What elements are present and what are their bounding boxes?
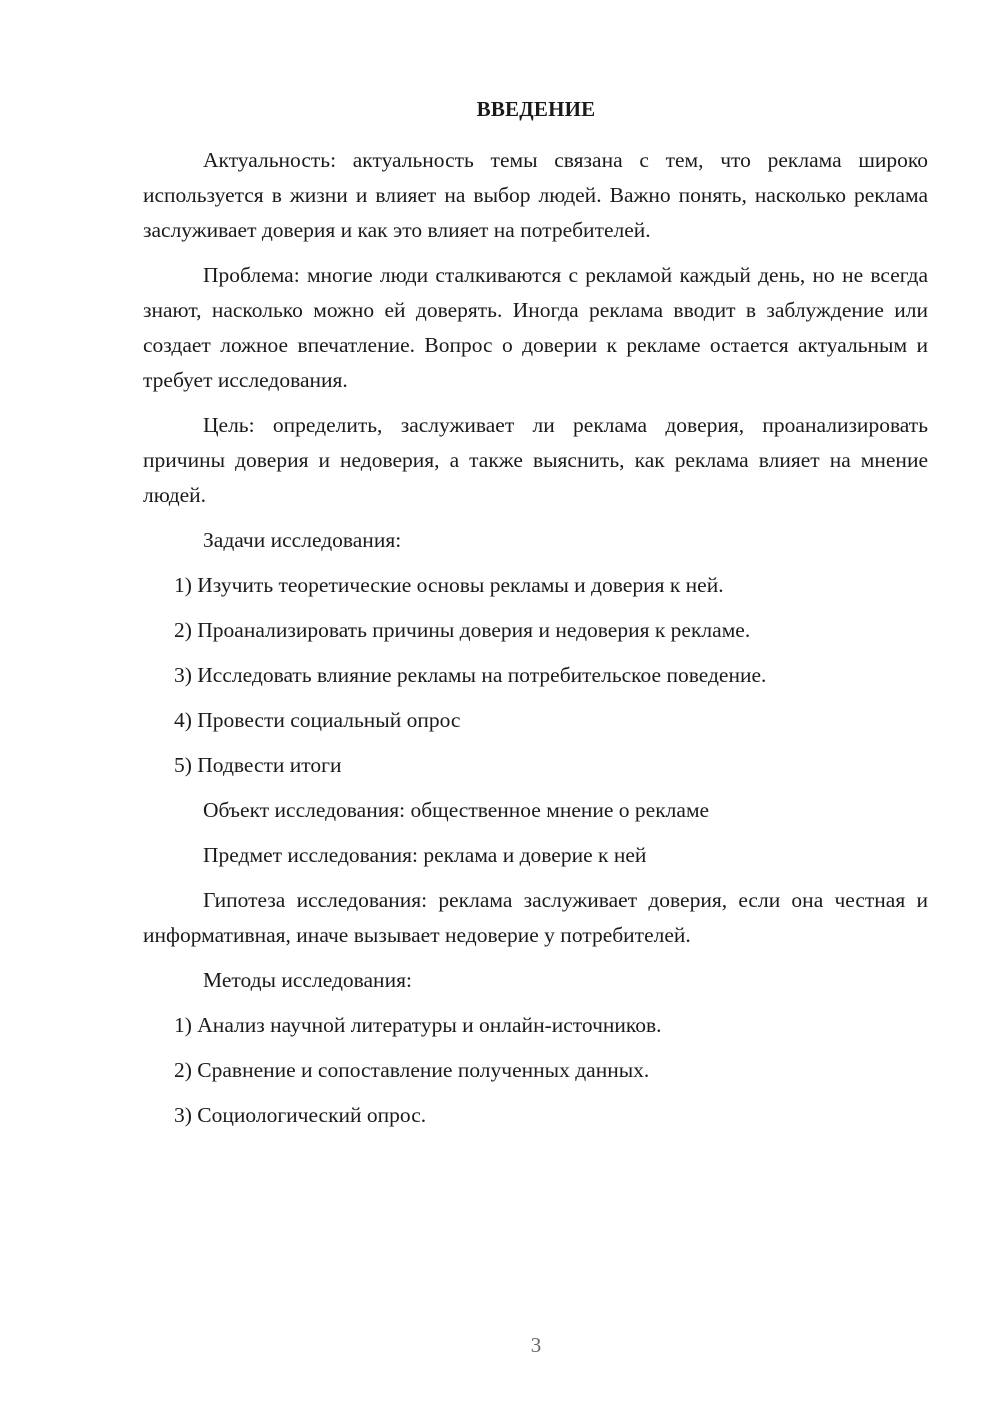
goal-paragraph: Цель: определить, заслуживает ли реклама доверия, проанализировать причины доверия и недоверия, а также выяснить, как реклама влияет на мнение людей. xyxy=(143,413,928,507)
list-item: 3) Социологический опрос. xyxy=(174,1103,427,1127)
list-item: 1) Изучить теоретические основы рекламы и доверия к ней. xyxy=(174,573,724,597)
list-item: 5) Подвести итоги xyxy=(174,753,342,777)
page-number: 3 xyxy=(530,1333,542,1357)
list-item: 1) Анализ научной литературы и онлайн-источников. xyxy=(174,1013,662,1037)
list-item: 4) Провести социальный опрос xyxy=(174,708,461,732)
tasks-list xyxy=(143,568,928,783)
list-item: 2) Сравнение и сопоставление полученных данных. xyxy=(174,1058,650,1082)
list-item: 3) Исследовать влияние рекламы на потребительское поведение. xyxy=(174,663,767,687)
methods-heading: Методы исследования: xyxy=(203,968,412,992)
methods-list xyxy=(143,1008,928,1133)
document-body xyxy=(143,143,928,1143)
page-title: ВВЕДЕНИЕ xyxy=(476,97,596,121)
tasks-heading: Задачи исследования: xyxy=(203,528,402,552)
object-line: Объект исследования: общественное мнение о рекламе xyxy=(203,798,710,822)
hypothesis-paragraph: Гипотеза исследования: реклама заслуживает доверия, если она честная и информативная, иначе вызывает недоверие у потребителей. xyxy=(143,888,928,947)
list-item: 2) Проанализировать причины доверия и недоверия к рекламе. xyxy=(174,618,751,642)
relevance-paragraph: Актуальность: актуальность темы связана с тем, что реклама широко используется в жизни и влияет на выбор людей. Важно понять, насколько реклама заслуживает доверия и как это влияет на потребителей. xyxy=(143,148,928,242)
problem-paragraph: Проблема: многие люди сталкиваются с рекламой каждый день, но не всегда знают, насколько можно ей доверять. Иногда реклама вводит в заблуждение или создает ложное впечатление. Вопрос о доверии к рекламе остается актуальным и требует исследования. xyxy=(143,263,928,392)
subject-line: Предмет исследования: реклама и доверие к ней xyxy=(203,843,647,867)
